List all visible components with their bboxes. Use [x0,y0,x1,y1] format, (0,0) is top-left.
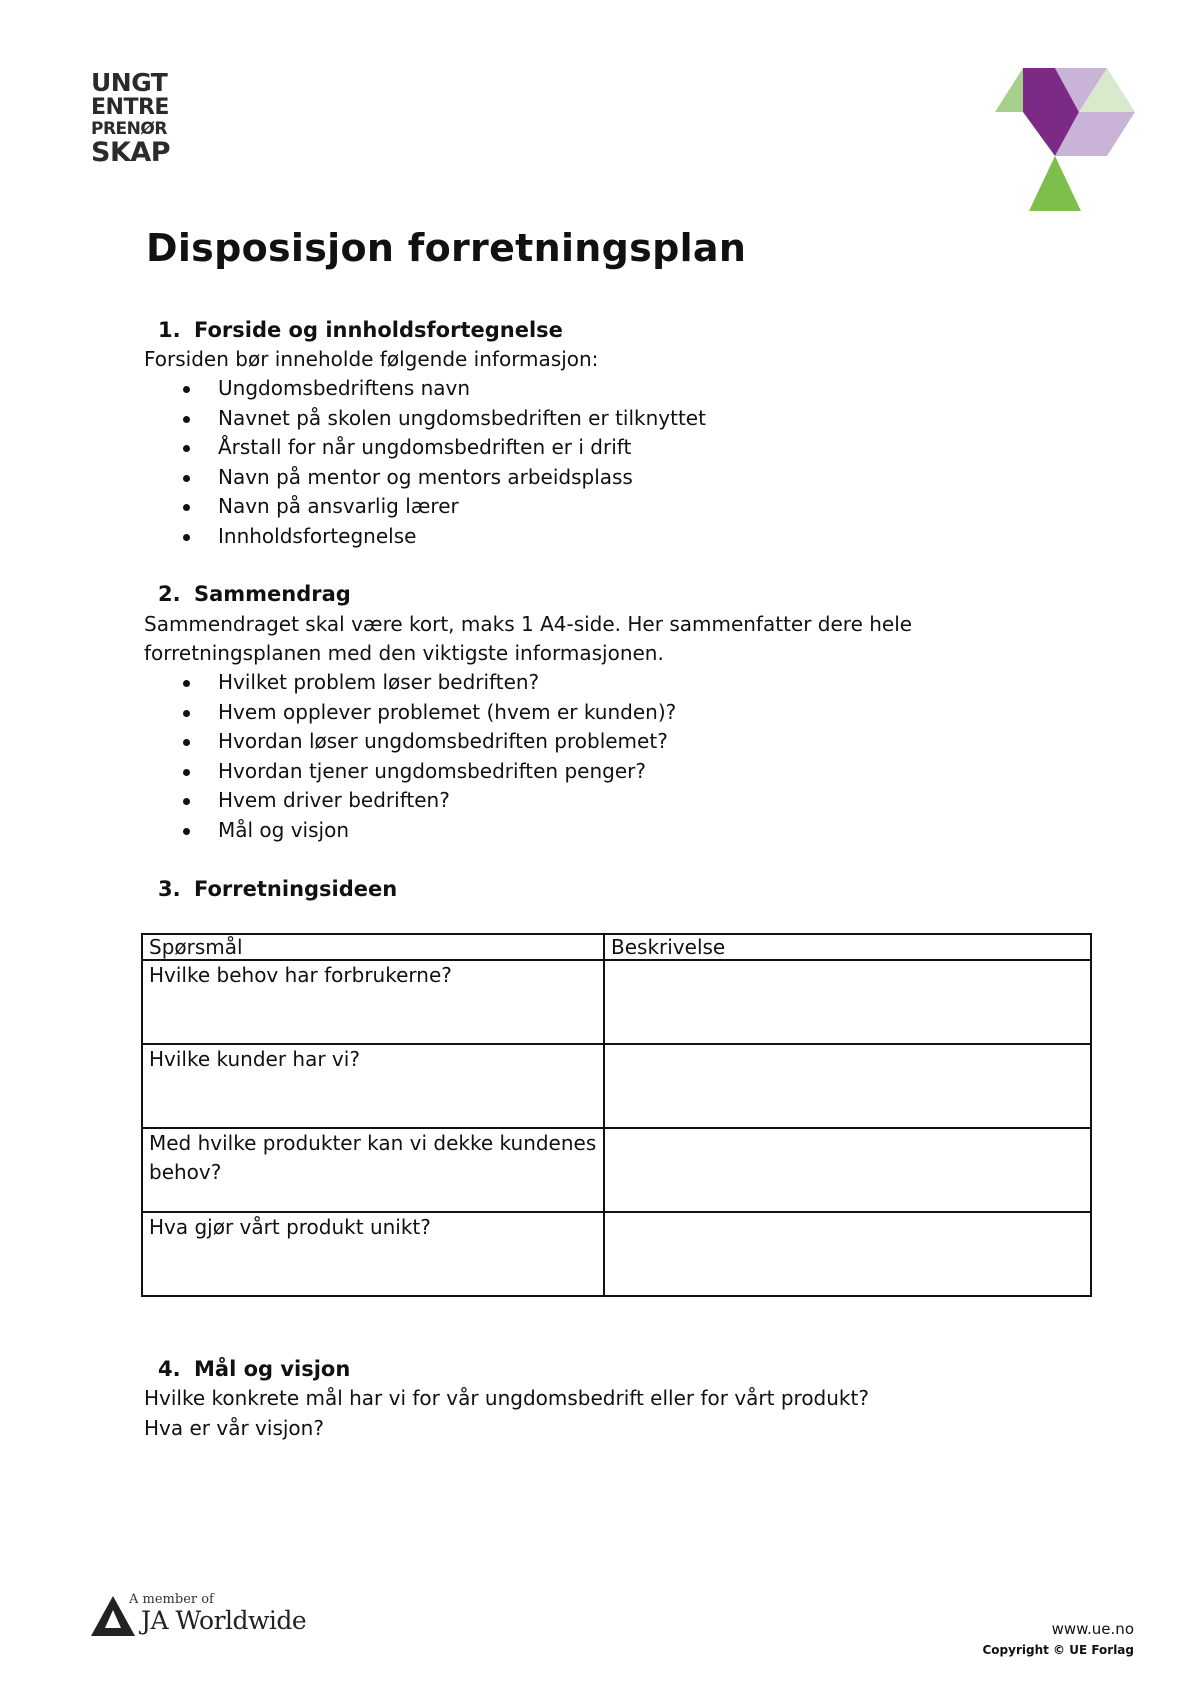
table-row [142,1044,1091,1128]
bullet-icon [183,416,190,423]
list-item [144,727,676,757]
table-row [142,1212,1091,1296]
list-item-text: Hvordan løser ungdomsbedriften problemet? [218,729,668,753]
section-title: Mål og visjon [194,1357,351,1381]
list-item [144,433,706,463]
table-row [142,960,1091,1044]
bullet-icon [183,445,190,452]
page-title: Disposisjon forretningsplan [146,226,747,270]
list-item [144,668,676,698]
section-title: Forretningsideen [194,877,398,901]
list-item-text: Årstall for når ungdomsbedriften er i drift [218,435,632,459]
bullet-icon [183,680,190,687]
section-1-intro: Forsiden bør inneholde følgende informasjon: [144,347,599,371]
logo-line-4: SKAP [91,137,171,168]
list-item-text: Hvilket problem løser bedriften? [218,670,540,694]
business-idea-table [141,933,1092,1297]
list-item-text: Navnet på skolen ungdomsbedriften er tilknyttet [218,405,706,430]
ja-worldwide-logo [91,1592,307,1642]
description-cell[interactable] [604,1128,1091,1212]
logo-line-2: ENTRE [91,95,169,120]
section-4-line-1: Hvilke konkrete mål har vi for vår ungdomsbedrift eller for vårt produkt? [144,1386,869,1410]
list-item-text: Mål og visjon [218,817,349,842]
logo-shape-green-small [995,68,1023,112]
bullet-icon [183,710,190,717]
list-item-text: Navn på mentor og mentors arbeidsplass [218,464,633,489]
list-item [144,698,676,728]
section-4-line-2: Hva er vår visjon? [144,1416,324,1440]
column-header-description: Beskrivelse [604,934,1091,960]
section-number: 3. [158,877,181,901]
list-item [144,816,676,846]
member-of-text: A member of [129,1592,214,1607]
list-item [144,492,706,522]
list-item [144,757,676,787]
description-cell[interactable] [604,960,1091,1044]
section-title: Sammendrag [194,582,351,606]
logo-shape-green-bottom [1029,156,1081,211]
list-item-text: Ungdomsbedriftens navn [218,376,471,400]
website-link[interactable]: www.ue.no [1051,1620,1134,1638]
description-cell[interactable] [604,1044,1091,1128]
question-cell: Med hvilke produkter kan vi dekke kundenes behov? [142,1128,604,1212]
table-row [142,1128,1091,1212]
bullet-icon [183,504,190,511]
section-2-heading [158,582,351,606]
section-2-intro-line-2: forretningsplanen med den viktigste informasjonen. [144,641,664,665]
column-header-question: Spørsmål [142,934,604,960]
section-2-intro-line-1: Sammendraget skal være kort, maks 1 A4-side. Her sammenfatter dere hele [144,612,913,636]
section-3-heading [158,877,397,901]
list-item [144,463,706,493]
bullet-icon [183,475,190,482]
list-item [144,786,676,816]
ja-worldwide-text: JA Worldwide [141,1606,307,1635]
bullet-icon [183,534,190,541]
description-cell[interactable] [604,1212,1091,1296]
logo-line-1: UNGT [91,68,168,97]
bullet-icon [183,739,190,746]
list-item-text: Hvordan tjener ungdomsbedriften penger? [218,758,646,783]
copyright-text: Copyright © UE Forlag [982,1643,1134,1657]
list-item-text: Innholdsfortegnelse [218,523,417,548]
section-number: 2. [158,582,181,606]
list-item [144,404,706,434]
question-cell: Hvilke behov har forbrukerne? [142,960,604,1044]
table-header-row [142,934,1091,960]
geometric-logo-graphic [995,68,1135,211]
question-cell: Hva gjør vårt produkt unikt? [142,1212,604,1296]
section-title: Forside og innholdsfortegnelse [194,318,563,342]
bullet-icon [183,386,190,393]
section-1-bullet-list [144,374,706,551]
list-item [144,522,706,552]
bullet-icon [183,828,190,835]
question-cell: Hvilke kunder har vi? [142,1044,604,1128]
list-item-text: Hvem opplever problemet (hvem er kunden)? [218,699,677,724]
section-4-heading [158,1357,350,1381]
list-item [144,374,706,404]
bullet-icon [183,798,190,805]
bullet-icon [183,769,190,776]
logo-line-3: PRENØR [91,119,167,139]
section-number: 4. [158,1357,181,1381]
ue-logo [91,70,191,166]
list-item-text: Hvem driver bedriften? [218,788,450,812]
section-2-bullet-list [144,668,676,845]
section-number: 1. [158,318,181,342]
list-item-text: Navn på ansvarlig lærer [218,494,459,518]
section-1-heading [158,318,563,342]
